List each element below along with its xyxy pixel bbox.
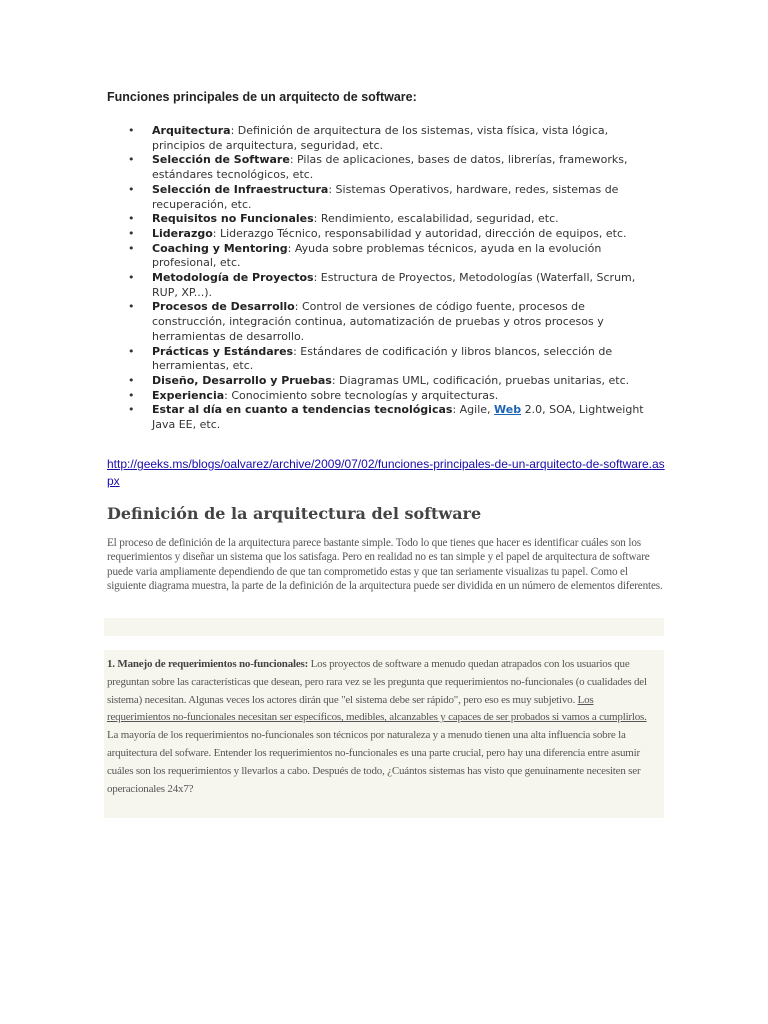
item-desc: : Conocimiento sobre tecnologías y arquitecturas. [224, 388, 499, 402]
list-item [126, 183, 656, 212]
section-heading: Definición de la arquitectura del software [107, 504, 482, 523]
item-term: Selección de Infraestructura [152, 182, 329, 196]
item-desc: : Diagramas UML, codificación, pruebas unitarias, etc. [331, 373, 630, 387]
bullet: • [128, 124, 135, 137]
intro-paragraph: El proceso de definición de la arquitectura parece bastante simple. Todo lo que tienes que hacer es identificar cuáles son los requerimientos y diseñar un sistema que los satisfaga. Pero en realidad no es tan simple y el papel de arquitectura de software puede varia ampliamente dependiendo de que tan comprometido estas y que tan seriamente visualizas tu papel. Como el siguiente diagrama muestra, la parte de la definición de la arquitectura puede ser dividida en un número de elementos diferentes. [107, 537, 663, 593]
list-item [126, 374, 656, 389]
bullet: • [128, 182, 135, 196]
item-desc: 2.0, SOA, Lightweight Java EE, etc. [152, 403, 644, 432]
bullet: • [128, 403, 135, 417]
item-term: Selección de Software [152, 153, 290, 167]
bullet: • [128, 241, 135, 255]
list-item [126, 124, 656, 153]
item-term: Metodología de Proyectos [152, 271, 314, 285]
item-desc: : Ayuda sobre problemas técnicos, ayuda en la evolución profesional, etc. [152, 241, 602, 270]
item-term: Prácticas y Estándares [152, 344, 294, 358]
item-term: Estar al día en cuanto a tendencias tecnológicas [152, 403, 453, 417]
item-term: Diseño, Desarrollo y Pruebas [152, 373, 332, 387]
item-desc: : Sistemas Operativos, hardware, redes, sistemas de recuperación, etc. [152, 182, 619, 211]
item-term: Liderazgo [152, 226, 213, 240]
section-title: Funciones principales de un arquitecto de software: [107, 90, 417, 104]
item-desc: : Agile, [452, 403, 495, 417]
list-item [126, 345, 656, 374]
bullet: • [128, 300, 135, 314]
paragraph-text: La mayoría de los requerimientos no-funcionales son técnicos por naturaleza y a menudo tienen una alta influencia sobre la arquitectura del sofware. Entender los requerimientos no-funcionales es una parte crucial, pero hay una diferencia entre asumir cuáles son los requerimientos y llevarlos a cabo. Después de todo, ¿Cuántos sistemas has visto que genuinamente necesiten ser operacionales 24x7? [107, 729, 641, 795]
list-item [126, 227, 656, 242]
item-desc: : Estándares de codificación y libros blancos, selección de herramientas, etc. [152, 344, 613, 373]
source-url-link[interactable]: http://geeks.ms/blogs/oalvarez/archive/2009/07/02/funciones-principales-de-un-arquitecto-de-software.aspx [107, 457, 665, 488]
item-desc: : Rendimiento, escalabilidad, seguridad, etc. [313, 212, 559, 226]
list-item [126, 300, 656, 344]
paragraph-lead: 1. Manejo de requerimientos no-funcionales: [107, 658, 309, 670]
empty-band [104, 618, 664, 636]
item-term: Coaching y Mentoring [152, 241, 288, 255]
list-item [126, 242, 656, 271]
item-desc: : Definición de arquitectura de los sistemas, vista física, vista lógica, principios de arquitectura, seguridad, etc. [152, 124, 609, 152]
item-desc: : Estructura de Proyectos, Metodologías (Waterfall, Scrum, RUP, XP...). [152, 271, 636, 299]
list-item [126, 153, 656, 182]
item-term: Procesos de Desarrollo [152, 300, 295, 314]
requirements-paragraph [107, 656, 659, 798]
bullet: • [128, 212, 135, 226]
web-link[interactable]: Web [494, 403, 522, 417]
item-term: Arquitectura [152, 124, 231, 137]
list-item [126, 403, 656, 432]
item-desc: : Pilas de aplicaciones, bases de datos, librerías, frameworks, estándares tecnológicos, etc. [152, 153, 628, 182]
list-item [126, 271, 656, 300]
item-term: Experiencia [152, 388, 225, 402]
list-item [126, 389, 656, 404]
bullet: • [128, 388, 135, 402]
bullet: • [128, 271, 135, 285]
item-desc: : Control de versiones de código fuente, procesos de construcción, integración continua, automatización de pruebas y otros procesos y herramientas de desarrollo. [152, 300, 604, 343]
underlined-sentence: Los requerimientos no-funcionales necesitan ser específicos, medibles, alcanzables y capaces de ser probados si vamos a cumplirlos. [107, 693, 647, 724]
bullet: • [128, 226, 135, 240]
item-term: Requisitos no Funcionales [152, 212, 314, 226]
bullet: • [128, 373, 135, 387]
paragraph-text: Los proyectos de software a menudo quedan atrapados con los usuarios que preguntan sobre las características que desean, pero rara vez se les pregunta que requerimientos no-funcionales (o cualidades del sistema) necesitan. Algunas veces los actores dirán que "el sistema debe ser rápido", pero eso es muy subjetivo. [107, 658, 647, 706]
bullet: • [128, 344, 135, 358]
functions-list [126, 124, 656, 433]
list-item [126, 212, 656, 227]
item-desc: : Liderazgo Técnico, responsabilidad y autoridad, dirección de equipos, etc. [212, 226, 627, 240]
bullet: • [128, 153, 135, 167]
